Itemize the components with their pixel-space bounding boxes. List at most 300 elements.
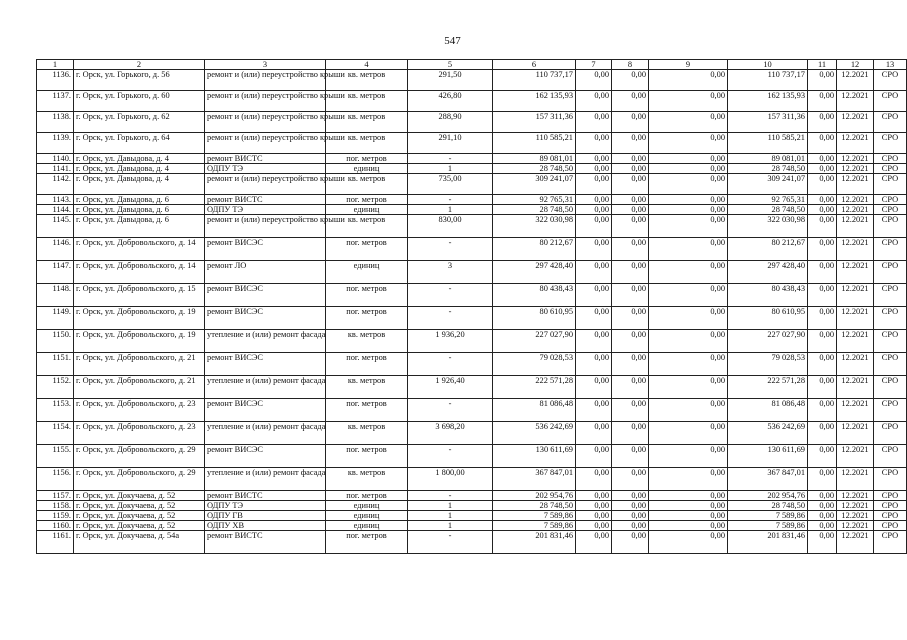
- table-cell-c11: 0,00: [808, 491, 837, 501]
- table-cell-c9: 0,00: [649, 399, 728, 422]
- table-cell-total: 322 030,98: [493, 215, 576, 238]
- table-row: [37, 399, 907, 422]
- table-cell-work: утепление и (или) ремонт фасада: [205, 330, 326, 353]
- table-cell-c7: 0,00: [576, 174, 612, 195]
- table-cell-n: 1154.: [37, 422, 74, 445]
- table-row: [37, 205, 907, 215]
- table-cell-date: 12.2021: [837, 376, 874, 399]
- table-cell-work: утепление и (или) ремонт фасада: [205, 422, 326, 445]
- table-cell-n: 1136.: [37, 70, 74, 91]
- table-cell-c8: 0,00: [612, 238, 649, 261]
- table-cell-qty: 735,00: [408, 174, 493, 195]
- table-cell-work: ремонт и (или) переустройство крыши: [205, 133, 326, 154]
- table-cell-c11: 0,00: [808, 330, 837, 353]
- table-cell-address: г. Орск, ул. Добровольского, д. 21: [74, 353, 205, 376]
- column-header: 7: [576, 60, 612, 70]
- table-cell-c11: 0,00: [808, 422, 837, 445]
- table-cell-src: СРО: [874, 422, 907, 445]
- table-cell-address: г. Орск, ул. Давыдова, д. 6: [74, 205, 205, 215]
- table-cell-src: СРО: [874, 307, 907, 330]
- table-cell-src: СРО: [874, 164, 907, 174]
- table-cell-work: ремонт ВИСЭС: [205, 445, 326, 468]
- table-cell-date: 12.2021: [837, 491, 874, 501]
- table-cell-work: ремонт ВИСЭС: [205, 399, 326, 422]
- table-cell-total: 28 748,50: [493, 164, 576, 174]
- table-cell-c9: 0,00: [649, 491, 728, 501]
- table-cell-c11: 0,00: [808, 205, 837, 215]
- table-cell-qty: -: [408, 238, 493, 261]
- table-cell-unit: единиц: [326, 164, 408, 174]
- table-cell-src: СРО: [874, 521, 907, 531]
- table-cell-src: СРО: [874, 215, 907, 238]
- table-row: [37, 91, 907, 112]
- table-cell-address: г. Орск, ул. Докучаева, д. 54а: [74, 531, 205, 554]
- table-cell-c7: 0,00: [576, 422, 612, 445]
- table-cell-date: 12.2021: [837, 174, 874, 195]
- table-cell-n: 1138.: [37, 112, 74, 133]
- table-cell-unit: пог. метров: [326, 353, 408, 376]
- table-cell-date: 12.2021: [837, 422, 874, 445]
- page-number: 547: [444, 35, 461, 47]
- table-cell-c7: 0,00: [576, 521, 612, 531]
- table-cell-date: 12.2021: [837, 164, 874, 174]
- table-cell-qty: 426,80: [408, 91, 493, 112]
- table-cell-unit: кв. метров: [326, 422, 408, 445]
- table-cell-n: 1158.: [37, 501, 74, 511]
- table-cell-unit: кв. метров: [326, 91, 408, 112]
- table-cell-date: 12.2021: [837, 91, 874, 112]
- table-cell-n: 1145.: [37, 215, 74, 238]
- table-cell-src: СРО: [874, 70, 907, 91]
- register-table: [36, 59, 907, 554]
- table-cell-c11: 0,00: [808, 307, 837, 330]
- table-row: [37, 501, 907, 511]
- table-cell-src: СРО: [874, 330, 907, 353]
- table-cell-date: 12.2021: [837, 261, 874, 284]
- column-header: 9: [649, 60, 728, 70]
- table-cell-c9: 0,00: [649, 174, 728, 195]
- table-cell-n: 1157.: [37, 491, 74, 501]
- table-cell-qty: 1: [408, 164, 493, 174]
- table-cell-c7: 0,00: [576, 238, 612, 261]
- table-cell-c8: 0,00: [612, 133, 649, 154]
- table-cell-address: г. Орск, ул. Добровольского, д. 23: [74, 422, 205, 445]
- table-cell-src: СРО: [874, 91, 907, 112]
- table-cell-address: г. Орск, ул. Горького, д. 60: [74, 91, 205, 112]
- column-header: 4: [326, 60, 408, 70]
- table-cell-c9: 0,00: [649, 112, 728, 133]
- table-cell-c9: 0,00: [649, 164, 728, 174]
- table-cell-src: СРО: [874, 445, 907, 468]
- table-cell-qty: 1 926,40: [408, 376, 493, 399]
- table-row: [37, 195, 907, 205]
- table-cell-total: 222 571,28: [493, 376, 576, 399]
- table-cell-unit: кв. метров: [326, 133, 408, 154]
- table-cell-total: 297 428,40: [493, 261, 576, 284]
- table-cell-qty: 1 800,00: [408, 468, 493, 491]
- table-cell-c8: 0,00: [612, 174, 649, 195]
- table-cell-total: 80 438,43: [493, 284, 576, 307]
- table-cell-c10: 202 954,76: [728, 491, 808, 501]
- table-cell-src: СРО: [874, 511, 907, 521]
- table-cell-c10: 297 428,40: [728, 261, 808, 284]
- table-cell-total: 110 585,21: [493, 133, 576, 154]
- table-cell-unit: пог. метров: [326, 238, 408, 261]
- table-cell-c8: 0,00: [612, 330, 649, 353]
- table-cell-c10: 222 571,28: [728, 376, 808, 399]
- table-cell-src: СРО: [874, 491, 907, 501]
- table-cell-c9: 0,00: [649, 70, 728, 91]
- table-cell-c8: 0,00: [612, 468, 649, 491]
- table-cell-date: 12.2021: [837, 133, 874, 154]
- table-cell-c8: 0,00: [612, 284, 649, 307]
- table-cell-unit: кв. метров: [326, 112, 408, 133]
- table-cell-c8: 0,00: [612, 422, 649, 445]
- table-cell-date: 12.2021: [837, 531, 874, 554]
- table-row: [37, 468, 907, 491]
- table-cell-qty: 830,00: [408, 215, 493, 238]
- column-number-header-row: [37, 60, 907, 70]
- table-cell-c10: 28 748,50: [728, 501, 808, 511]
- table-cell-address: г. Орск, ул. Горького, д. 62: [74, 112, 205, 133]
- table-cell-qty: 291,50: [408, 70, 493, 91]
- table-cell-date: 12.2021: [837, 205, 874, 215]
- table-cell-qty: -: [408, 491, 493, 501]
- table-cell-src: СРО: [874, 195, 907, 205]
- column-header: 2: [74, 60, 205, 70]
- table-cell-c11: 0,00: [808, 154, 837, 164]
- table-cell-c9: 0,00: [649, 511, 728, 521]
- table-cell-c7: 0,00: [576, 491, 612, 501]
- table-cell-c7: 0,00: [576, 164, 612, 174]
- table-cell-src: СРО: [874, 133, 907, 154]
- table-cell-n: 1141.: [37, 164, 74, 174]
- table-cell-address: г. Орск, ул. Давыдова, д. 4: [74, 174, 205, 195]
- table-cell-c7: 0,00: [576, 112, 612, 133]
- table-cell-unit: кв. метров: [326, 330, 408, 353]
- table-cell-address: г. Орск, ул. Горького, д. 56: [74, 70, 205, 91]
- table-cell-qty: -: [408, 445, 493, 468]
- table-cell-c8: 0,00: [612, 164, 649, 174]
- table-cell-c8: 0,00: [612, 521, 649, 531]
- table-cell-qty: 1: [408, 511, 493, 521]
- table-cell-work: ремонт ВИСЭС: [205, 353, 326, 376]
- table-cell-src: СРО: [874, 205, 907, 215]
- table-cell-total: 7 589,86: [493, 521, 576, 531]
- table-cell-unit: единиц: [326, 521, 408, 531]
- table-cell-src: СРО: [874, 468, 907, 491]
- table-cell-date: 12.2021: [837, 307, 874, 330]
- table-cell-c10: 81 086,48: [728, 399, 808, 422]
- table-cell-unit: кв. метров: [326, 468, 408, 491]
- table-row: [37, 330, 907, 353]
- table-cell-qty: -: [408, 154, 493, 164]
- table-cell-src: СРО: [874, 353, 907, 376]
- table-cell-qty: 1 936,20: [408, 330, 493, 353]
- table-cell-c11: 0,00: [808, 353, 837, 376]
- table-cell-n: 1144.: [37, 205, 74, 215]
- table-cell-c11: 0,00: [808, 238, 837, 261]
- table-cell-total: 80 610,95: [493, 307, 576, 330]
- table-cell-c8: 0,00: [612, 70, 649, 91]
- table-cell-total: 7 589,86: [493, 511, 576, 521]
- table-cell-work: ОДПУ ТЭ: [205, 205, 326, 215]
- table-cell-work: ремонт и (или) переустройство крыши: [205, 91, 326, 112]
- table-row: [37, 70, 907, 91]
- table-cell-c8: 0,00: [612, 195, 649, 205]
- table-cell-address: г. Орск, ул. Горького, д. 64: [74, 133, 205, 154]
- table-cell-src: СРО: [874, 501, 907, 511]
- table-cell-work: ремонт ЛО: [205, 261, 326, 284]
- table-cell-date: 12.2021: [837, 511, 874, 521]
- table-cell-date: 12.2021: [837, 238, 874, 261]
- table-cell-c8: 0,00: [612, 154, 649, 164]
- table-cell-c10: 79 028,53: [728, 353, 808, 376]
- table-cell-n: 1143.: [37, 195, 74, 205]
- table-cell-c8: 0,00: [612, 307, 649, 330]
- table-cell-qty: 291,10: [408, 133, 493, 154]
- table-cell-date: 12.2021: [837, 445, 874, 468]
- table-cell-c10: 201 831,46: [728, 531, 808, 554]
- table-cell-work: ремонт и (или) переустройство крыши: [205, 215, 326, 238]
- table-cell-unit: единиц: [326, 261, 408, 284]
- table-cell-c8: 0,00: [612, 112, 649, 133]
- column-header: 8: [612, 60, 649, 70]
- table-cell-c10: 536 242,69: [728, 422, 808, 445]
- table-row: [37, 238, 907, 261]
- table-cell-work: ОДПУ ГВ: [205, 511, 326, 521]
- table-cell-unit: единиц: [326, 501, 408, 511]
- table-cell-c7: 0,00: [576, 531, 612, 554]
- table-cell-c11: 0,00: [808, 195, 837, 205]
- table-cell-total: 367 847,01: [493, 468, 576, 491]
- table-cell-c11: 0,00: [808, 531, 837, 554]
- table-cell-address: г. Орск, ул. Докучаева, д. 52: [74, 511, 205, 521]
- table-cell-total: 130 611,69: [493, 445, 576, 468]
- table-cell-work: ремонт ВИСТС: [205, 531, 326, 554]
- table-cell-c9: 0,00: [649, 133, 728, 154]
- table-cell-address: г. Орск, ул. Давыдова, д. 4: [74, 154, 205, 164]
- table-cell-work: утепление и (или) ремонт фасада: [205, 468, 326, 491]
- table-cell-date: 12.2021: [837, 112, 874, 133]
- table-cell-address: г. Орск, ул. Докучаева, д. 52: [74, 491, 205, 501]
- table-cell-unit: пог. метров: [326, 445, 408, 468]
- table-cell-c8: 0,00: [612, 261, 649, 284]
- table-cell-unit: пог. метров: [326, 307, 408, 330]
- table-cell-src: СРО: [874, 284, 907, 307]
- table-cell-c9: 0,00: [649, 261, 728, 284]
- table-cell-n: 1146.: [37, 238, 74, 261]
- table-cell-c10: 80 610,95: [728, 307, 808, 330]
- table-cell-c7: 0,00: [576, 205, 612, 215]
- table-cell-n: 1139.: [37, 133, 74, 154]
- table-cell-src: СРО: [874, 531, 907, 554]
- table-cell-c10: 80 438,43: [728, 284, 808, 307]
- table-cell-address: г. Орск, ул. Добровольского, д. 23: [74, 399, 205, 422]
- table-cell-c7: 0,00: [576, 330, 612, 353]
- table-row: [37, 445, 907, 468]
- table-cell-total: 536 242,69: [493, 422, 576, 445]
- table-cell-c11: 0,00: [808, 376, 837, 399]
- table-cell-address: г. Орск, ул. Добровольского, д. 19: [74, 330, 205, 353]
- table-cell-c9: 0,00: [649, 307, 728, 330]
- column-header: 13: [874, 60, 907, 70]
- table-cell-unit: единиц: [326, 205, 408, 215]
- table-cell-n: 1152.: [37, 376, 74, 399]
- table-cell-address: г. Орск, ул. Добровольского, д. 14: [74, 261, 205, 284]
- table-cell-date: 12.2021: [837, 195, 874, 205]
- table-cell-address: г. Орск, ул. Докучаева, д. 52: [74, 501, 205, 511]
- table-cell-qty: -: [408, 195, 493, 205]
- table-cell-work: ремонт ВИСЭС: [205, 238, 326, 261]
- table-cell-unit: пог. метров: [326, 284, 408, 307]
- table-cell-c7: 0,00: [576, 195, 612, 205]
- table-cell-unit: кв. метров: [326, 174, 408, 195]
- table-cell-c8: 0,00: [612, 501, 649, 511]
- table-cell-c7: 0,00: [576, 307, 612, 330]
- table-row: [37, 215, 907, 238]
- table-row: [37, 133, 907, 154]
- table-cell-c11: 0,00: [808, 261, 837, 284]
- table-cell-c10: 28 748,50: [728, 164, 808, 174]
- table-cell-work: ремонт и (или) переустройство крыши: [205, 70, 326, 91]
- table-cell-c8: 0,00: [612, 91, 649, 112]
- table-cell-total: 89 081,01: [493, 154, 576, 164]
- table-cell-src: СРО: [874, 376, 907, 399]
- table-cell-n: 1155.: [37, 445, 74, 468]
- table-cell-c8: 0,00: [612, 376, 649, 399]
- table-cell-qty: 3: [408, 261, 493, 284]
- table-cell-work: утепление и (или) ремонт фасада: [205, 376, 326, 399]
- table-cell-work: ремонт ВИСТС: [205, 154, 326, 164]
- table-cell-c10: 162 135,93: [728, 91, 808, 112]
- table-cell-date: 12.2021: [837, 353, 874, 376]
- table-cell-c10: 309 241,07: [728, 174, 808, 195]
- table-cell-c8: 0,00: [612, 205, 649, 215]
- table-cell-date: 12.2021: [837, 215, 874, 238]
- table-cell-c7: 0,00: [576, 376, 612, 399]
- table-cell-n: 1148.: [37, 284, 74, 307]
- column-header: 3: [205, 60, 326, 70]
- table-row: [37, 284, 907, 307]
- table-cell-total: 309 241,07: [493, 174, 576, 195]
- table-cell-c9: 0,00: [649, 468, 728, 491]
- column-header: 12: [837, 60, 874, 70]
- table-cell-c9: 0,00: [649, 501, 728, 511]
- table-cell-c11: 0,00: [808, 468, 837, 491]
- table-cell-qty: -: [408, 353, 493, 376]
- table-cell-c11: 0,00: [808, 521, 837, 531]
- table-cell-c11: 0,00: [808, 399, 837, 422]
- table-cell-unit: кв. метров: [326, 376, 408, 399]
- table-cell-c8: 0,00: [612, 531, 649, 554]
- table-cell-c9: 0,00: [649, 422, 728, 445]
- table-cell-c11: 0,00: [808, 70, 837, 91]
- table-cell-work: ремонт и (или) переустройство крыши: [205, 112, 326, 133]
- table-cell-c10: 110 585,21: [728, 133, 808, 154]
- table-cell-c10: 110 737,17: [728, 70, 808, 91]
- table-cell-n: 1160.: [37, 521, 74, 531]
- table-row: [37, 353, 907, 376]
- table-cell-c10: 130 611,69: [728, 445, 808, 468]
- table-cell-c7: 0,00: [576, 284, 612, 307]
- table-cell-c8: 0,00: [612, 445, 649, 468]
- table-cell-total: 157 311,36: [493, 112, 576, 133]
- table-cell-c11: 0,00: [808, 91, 837, 112]
- table-cell-n: 1156.: [37, 468, 74, 491]
- table-cell-c9: 0,00: [649, 445, 728, 468]
- table-cell-qty: -: [408, 284, 493, 307]
- table-cell-c7: 0,00: [576, 511, 612, 521]
- column-header: 6: [493, 60, 576, 70]
- table-cell-unit: кв. метров: [326, 70, 408, 91]
- table-cell-c9: 0,00: [649, 154, 728, 164]
- table-cell-c10: 92 765,31: [728, 195, 808, 205]
- table-cell-c8: 0,00: [612, 491, 649, 501]
- table-cell-c8: 0,00: [612, 399, 649, 422]
- table-cell-qty: -: [408, 399, 493, 422]
- table-cell-address: г. Орск, ул. Давыдова, д. 6: [74, 215, 205, 238]
- table-cell-unit: пог. метров: [326, 531, 408, 554]
- table-cell-c11: 0,00: [808, 445, 837, 468]
- table-cell-unit: пог. метров: [326, 154, 408, 164]
- table-cell-c7: 0,00: [576, 154, 612, 164]
- table-cell-c10: 7 589,86: [728, 511, 808, 521]
- table-cell-c10: 7 589,86: [728, 521, 808, 531]
- table-cell-address: г. Орск, ул. Добровольского, д. 21: [74, 376, 205, 399]
- table-row: [37, 422, 907, 445]
- table-cell-work: ремонт ВИСЭС: [205, 284, 326, 307]
- table-cell-c7: 0,00: [576, 445, 612, 468]
- table-cell-c11: 0,00: [808, 112, 837, 133]
- table-cell-address: г. Орск, ул. Добровольского, д. 29: [74, 445, 205, 468]
- table-cell-c10: 89 081,01: [728, 154, 808, 164]
- table-row: [37, 112, 907, 133]
- table-cell-c10: 157 311,36: [728, 112, 808, 133]
- table-cell-total: 202 954,76: [493, 491, 576, 501]
- table-cell-date: 12.2021: [837, 70, 874, 91]
- table-cell-c10: 322 030,98: [728, 215, 808, 238]
- table-cell-total: 79 028,53: [493, 353, 576, 376]
- table-cell-n: 1159.: [37, 511, 74, 521]
- table-cell-address: г. Орск, ул. Добровольского, д. 19: [74, 307, 205, 330]
- table-cell-c11: 0,00: [808, 164, 837, 174]
- table-cell-date: 12.2021: [837, 330, 874, 353]
- table-cell-c9: 0,00: [649, 376, 728, 399]
- table-cell-n: 1142.: [37, 174, 74, 195]
- table-cell-src: СРО: [874, 238, 907, 261]
- table-cell-c7: 0,00: [576, 133, 612, 154]
- table-cell-date: 12.2021: [837, 284, 874, 307]
- table-cell-n: 1151.: [37, 353, 74, 376]
- table-cell-address: г. Орск, ул. Давыдова, д. 4: [74, 164, 205, 174]
- table-cell-c9: 0,00: [649, 195, 728, 205]
- table-cell-c9: 0,00: [649, 353, 728, 376]
- table-row: [37, 307, 907, 330]
- table-cell-n: 1161.: [37, 531, 74, 554]
- column-header: 10: [728, 60, 808, 70]
- table-cell-c11: 0,00: [808, 284, 837, 307]
- table-cell-c9: 0,00: [649, 521, 728, 531]
- table-cell-date: 12.2021: [837, 501, 874, 511]
- table-cell-n: 1137.: [37, 91, 74, 112]
- table-cell-work: ОДПУ ТЭ: [205, 164, 326, 174]
- table-row: [37, 261, 907, 284]
- table-cell-unit: пог. метров: [326, 399, 408, 422]
- table-cell-c9: 0,00: [649, 330, 728, 353]
- table-cell-n: 1153.: [37, 399, 74, 422]
- table-row: [37, 376, 907, 399]
